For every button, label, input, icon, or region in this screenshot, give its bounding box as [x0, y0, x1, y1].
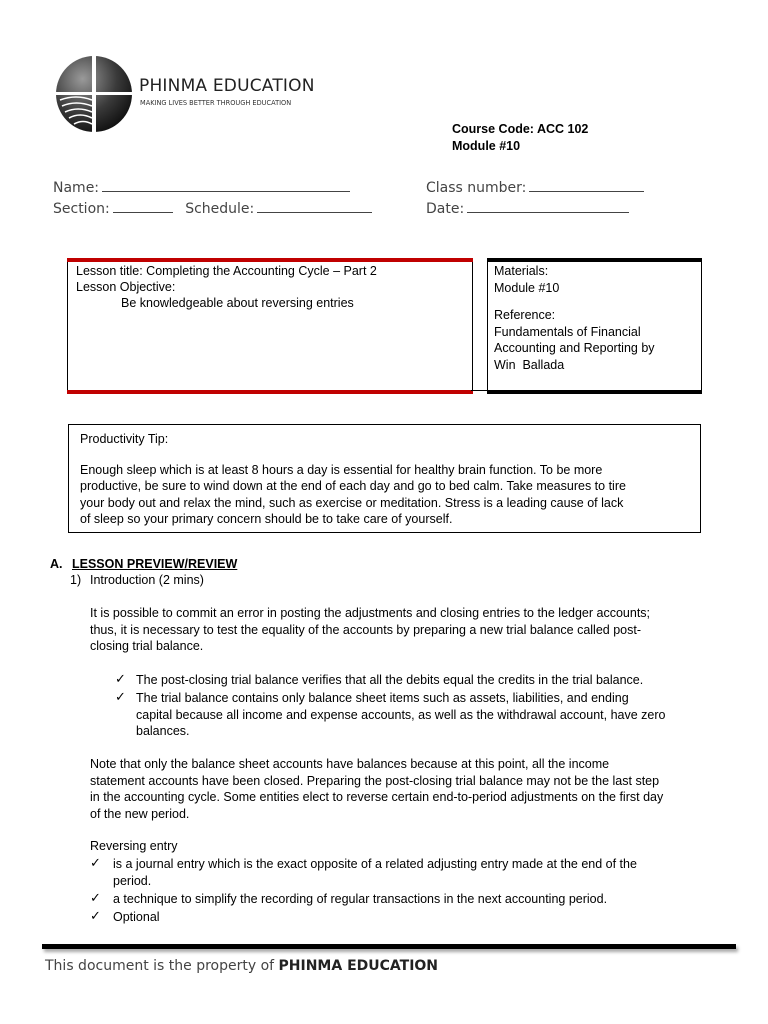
lesson-title: Lesson title: Completing the Accounting Cycle – Part 2 — [76, 264, 377, 278]
name-label: Name: — [53, 180, 100, 196]
tip-line: productive, be sure to wind down at the end of each day and go to bed calm. Take measures to tire — [80, 479, 626, 493]
list-item — [113, 856, 637, 889]
list-item-line: balances. — [136, 724, 190, 738]
reference-line: Accounting and Reporting by — [494, 341, 655, 355]
lesson-objective-label: Lesson Objective: — [76, 280, 176, 294]
section-heading: LESSON PREVIEW/REVIEW — [72, 557, 238, 571]
paragraph-line: Note that only the balance sheet accounts have balances because at this point, all the income — [90, 757, 610, 771]
section-letter: A. — [50, 557, 63, 571]
box-separator — [471, 262, 487, 391]
materials-value: Module #10 — [494, 280, 560, 295]
paragraph-line: statement accounts have been closed. Preparing the post-closing trial balance may not be the last step — [90, 773, 660, 788]
schedule-label: Schedule: — [185, 201, 255, 217]
paragraph-line: It is possible to commit an error in posting the adjustments and closing entries to the ledger accounts; — [90, 606, 651, 620]
tip-line: Enough sleep which is at least 8 hours a day is essential for healthy brain function. To be more — [80, 462, 603, 477]
reference-line: Fundamentals of Financial — [494, 324, 641, 339]
list-item — [136, 690, 665, 740]
list-item-line: capital because all income and expense accounts, as well as the withdrawal account, have zero — [136, 707, 666, 722]
productivity-tip-box — [68, 424, 701, 533]
name-blank[interactable] — [102, 178, 350, 192]
paragraph-line: thus, it is necessary to test the equality of the accounts by preparing a new trial balance called post- — [90, 622, 642, 637]
class-number-label: Class number: — [426, 180, 527, 196]
date-field[interactable] — [426, 199, 629, 217]
materials-box — [487, 258, 702, 392]
materials-label: Materials: — [494, 264, 549, 278]
section-blank[interactable] — [113, 199, 173, 213]
logo-emblem-icon — [54, 54, 134, 134]
list-item-line: The trial balance contains only balance sheet items such as assets, liabilities, and ending — [136, 691, 629, 705]
footer-rule — [42, 944, 736, 949]
schedule-blank[interactable] — [257, 199, 372, 213]
footer-owner: PHINMA EDUCATION — [278, 958, 439, 974]
list-item-line: a technique to simplify the recording of regular transactions in the next accounting period. — [113, 892, 608, 906]
footer-text — [45, 958, 438, 974]
footer-prefix: This document is the property of — [45, 958, 279, 974]
paragraph-line: in the accounting cycle. Some entities elect to reverse certain end-to-period adjustments on the first day — [90, 790, 664, 804]
list-item — [113, 909, 160, 926]
tip-label: Productivity Tip: — [80, 432, 169, 446]
lesson-objective: Be knowledgeable about reversing entries — [121, 296, 354, 310]
black-top-border — [487, 258, 702, 262]
reversing-entry-label: Reversing entry — [90, 839, 178, 853]
class-number-field[interactable] — [426, 178, 644, 196]
note-paragraph — [90, 756, 663, 822]
checkmark-icon: ✓ — [90, 856, 101, 871]
section-field[interactable] — [53, 199, 372, 217]
checkmark-icon: ✓ — [90, 891, 101, 906]
module-number: Module #10 — [452, 139, 521, 153]
tip-line: your body out and relax the mind, such as exercise or meditation. Stress is a leading cause of lack — [80, 495, 624, 510]
list-item-line: period. — [113, 873, 152, 888]
list-item-line: The post-closing trial balance verifies that all the debits equal the credits in the trial balance. — [136, 673, 644, 687]
checkmark-icon: ✓ — [90, 909, 101, 924]
class-number-blank[interactable] — [529, 178, 644, 192]
red-top-border — [67, 258, 473, 262]
section-label: Section: — [53, 201, 110, 217]
course-code: Course Code: ACC 102 — [452, 122, 589, 136]
item-title: Introduction (2 mins) — [90, 573, 204, 587]
list-item — [113, 891, 607, 908]
list-item-line: is a journal entry which is the exact opposite of a related adjusting entry made at the end of the — [113, 857, 637, 871]
red-bottom-border — [67, 390, 473, 394]
item-number: 1) — [70, 573, 82, 587]
reference-line: Win Ballada — [494, 357, 565, 372]
logo-title: PHINMA EDUCATION — [139, 76, 315, 96]
tip-line: of sleep so your primary concern should be to take care of yourself. — [80, 512, 453, 526]
date-blank[interactable] — [467, 199, 629, 213]
date-label: Date: — [426, 201, 465, 217]
name-field[interactable] — [53, 178, 350, 196]
paragraph-line: of the new period. — [90, 806, 190, 821]
checkmark-icon: ✓ — [115, 672, 126, 687]
logo-tagline: MAKING LIVES BETTER THROUGH EDUCATION — [140, 99, 292, 107]
checkmark-icon: ✓ — [115, 690, 126, 705]
black-bottom-border — [487, 390, 702, 394]
intro-paragraph — [90, 605, 650, 655]
paragraph-line: closing trial balance. — [90, 639, 204, 653]
reference-label: Reference: — [494, 308, 556, 322]
list-item — [136, 672, 643, 689]
lesson-info-box — [67, 258, 473, 392]
list-item-line: Optional — [113, 910, 160, 924]
